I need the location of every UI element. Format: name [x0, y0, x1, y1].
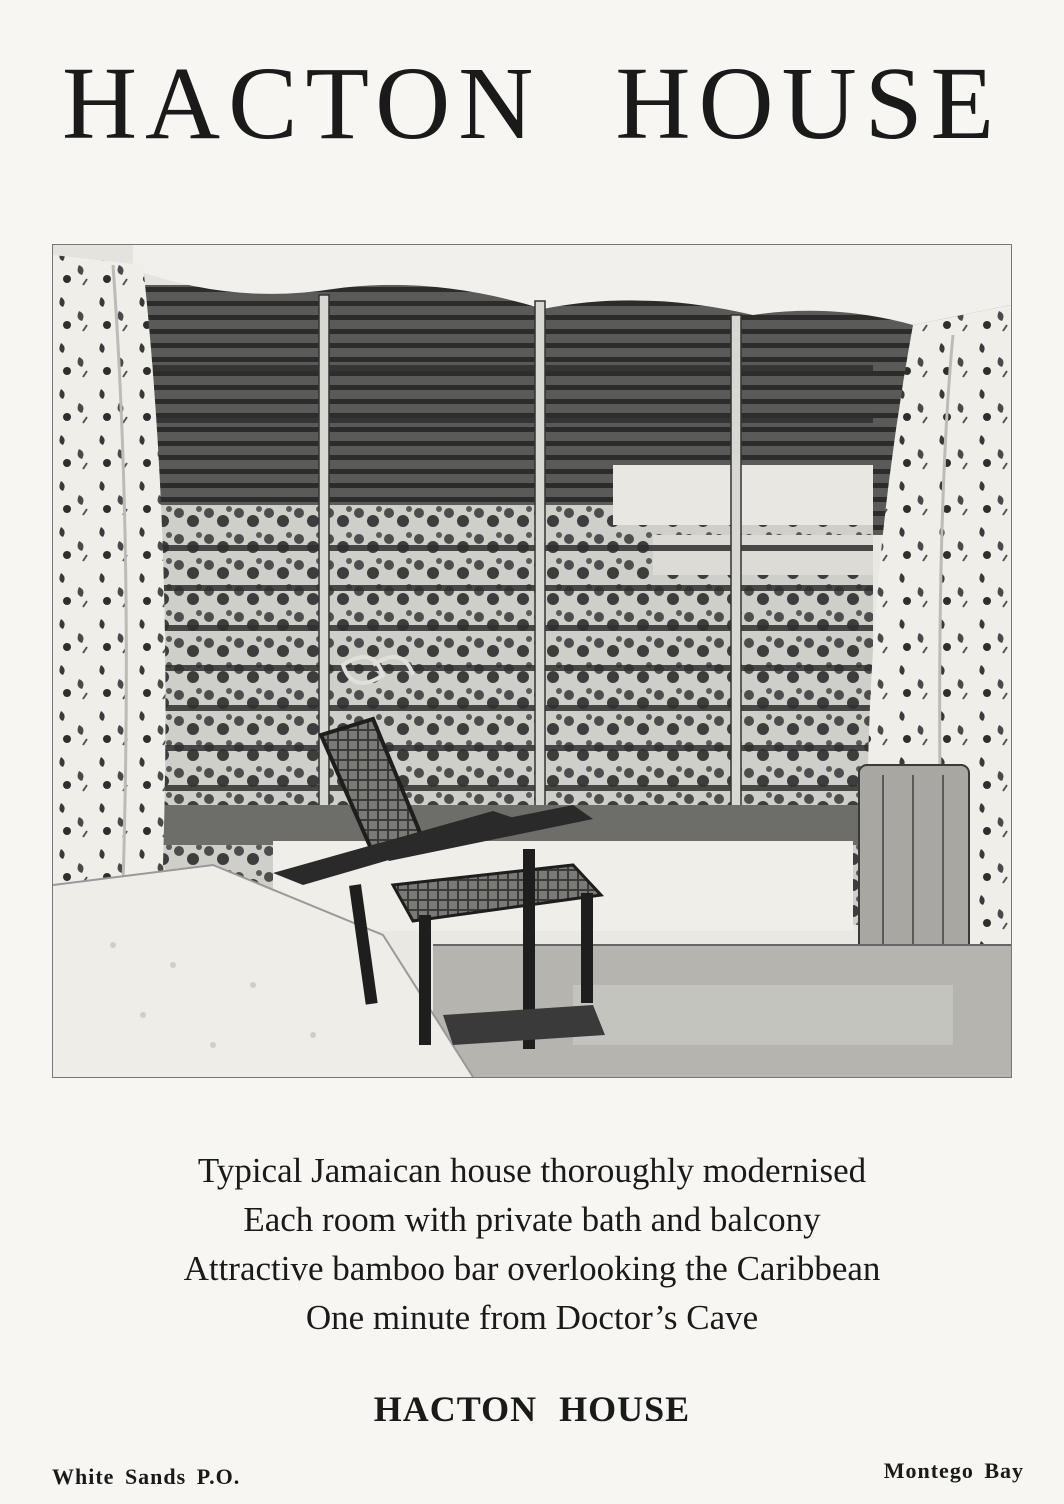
- headline: HACTON HOUSE: [61, 46, 1003, 161]
- address-post-office: White Sands P.O.: [52, 1464, 241, 1489]
- features-list: [0, 1146, 1064, 1342]
- feature-line: Attractive bamboo bar overlooking the Caribbean: [183, 1249, 881, 1288]
- veranda-photo: [52, 244, 1012, 1078]
- veranda-photo-icon: [53, 245, 1011, 1077]
- feature-line: Typical Jamaican house thoroughly modernised: [197, 1151, 867, 1190]
- feature-line: One minute from Doctor’s Cave: [305, 1298, 759, 1337]
- footer-hotel-name: HACTON HOUSE: [373, 1389, 691, 1429]
- feature-line: Each room with private bath and balcony: [243, 1200, 821, 1239]
- address-town: Montego Bay: [883, 1458, 1024, 1483]
